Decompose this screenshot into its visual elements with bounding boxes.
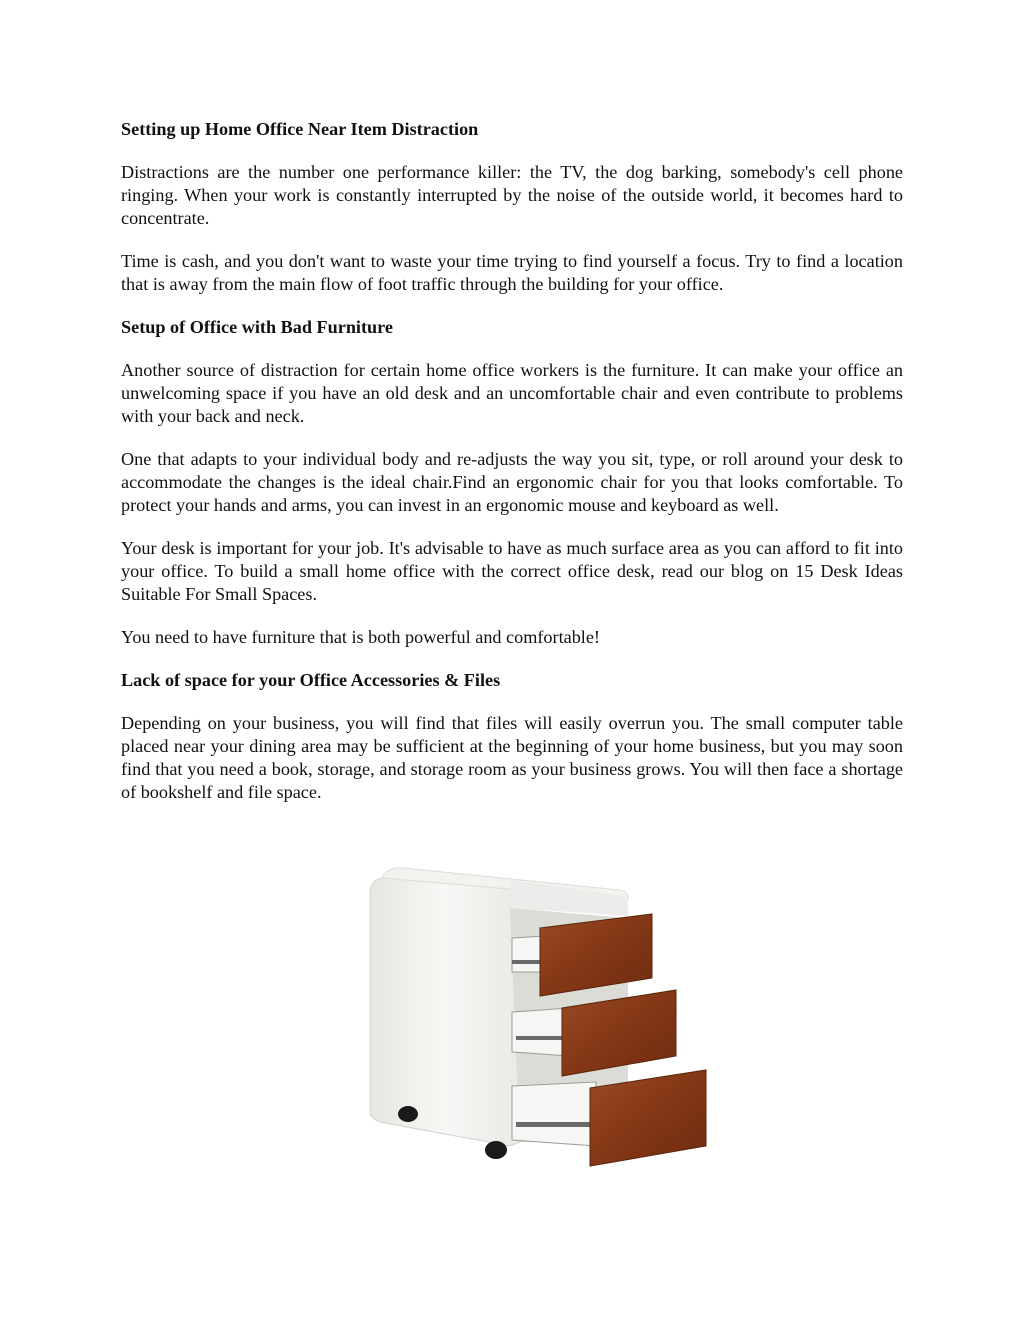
- caster: [485, 1141, 507, 1159]
- paragraph: You need to have furniture that is both powerful and comfortable!: [121, 627, 600, 647]
- drawer-front-1: [540, 914, 652, 996]
- caster: [398, 1106, 418, 1122]
- heading-lack-of-space: Lack of space for your Office Accessories & Files: [121, 670, 501, 690]
- paragraph: One that adapts to your individual body and re-adjusts the way you sit, type, or roll around your desk to accommodate the changes is the ideal chair.Find an ergonomic chair for you that looks comfortable. To protect your hands and arms, you can invest in an ergonomic mouse and keyboard as well.: [121, 449, 903, 515]
- file-cabinet-image: [360, 860, 720, 1170]
- paragraph: Another source of distraction for certain home office workers is the furniture. It can make your office an unwelcoming space if you have an old desk and an uncomfortable chair and even contribute to problems with your back and neck.: [121, 360, 903, 426]
- heading-bad-furniture: Setup of Office with Bad Furniture: [121, 317, 393, 337]
- document-body: [121, 118, 903, 824]
- paragraph: Distractions are the number one performance killer: the TV, the dog barking, somebody's cell phone ringing. When your work is constantly interrupted by the noise of the outside world, it becomes hard to concentrate.: [121, 162, 903, 228]
- cabinet-body: [370, 868, 520, 1146]
- paragraph: Your desk is important for your job. It's advisable to have as much surface area as you can afford to fit into your office. To build a small home office with the correct office desk, read our blog on 15 Desk Ideas Suitable For Small Spaces.: [121, 538, 903, 604]
- paragraph: Time is cash, and you don't want to waste your time trying to find yourself a focus. Try to find a location that is away from the main flow of foot traffic through the building for your office.: [121, 251, 903, 294]
- paragraph: Depending on your business, you will find that files will easily overrun you. The small computer table placed near your dining area may be sufficient at the beginning of your home business, but you may soon find that you need a book, storage, and storage room as your business grows. You will then face a shortage of bookshelf and file space.: [121, 713, 903, 802]
- file-cabinet-illustration: [360, 860, 720, 1170]
- heading-distraction: Setting up Home Office Near Item Distraction: [121, 119, 479, 139]
